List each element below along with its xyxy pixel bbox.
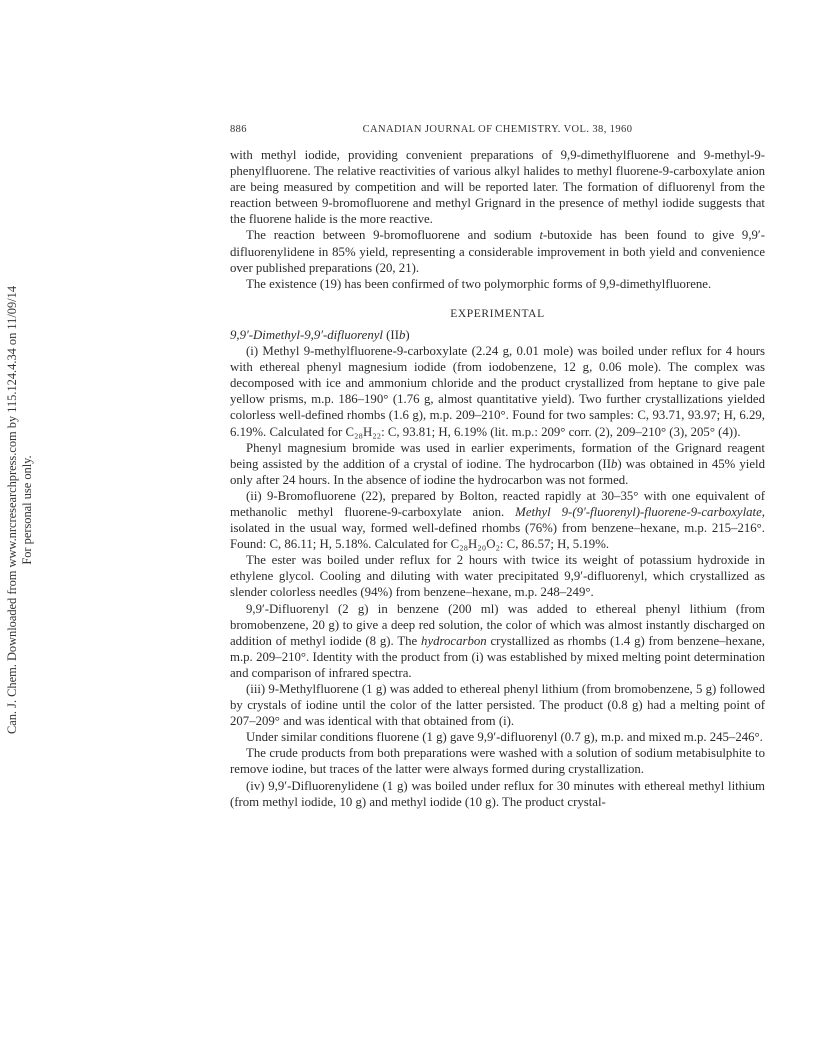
subsection-label-close: ) <box>405 327 410 342</box>
download-notice-text <box>5 286 35 734</box>
paragraph-method-ii <box>230 488 765 552</box>
paragraph-phenyl-bromide <box>230 440 765 488</box>
paragraph-polymorphs: The existence (19) has been confirmed of two polymorphic forms of 9,9-dimethylfluorene. <box>246 276 712 291</box>
paragraph-method-i: (i) Methyl 9-methylfluorene-9-carboxylate (2.24 g, 0.01 mole) was boiled under reflux for 4 hours with ethereal phenyl magnesium iodide (from iodobenzene, 12 g, 0.06 mole). The complex was decomposed with ice and ammonium chloride and the product crystallized from heptane to give pale yellow prisms, m.p. 186–190° (1.76 g, almost quantitative yield). Two further crystallizations yielded colorless well-defined rhombs (1.6 g), m.p. 209–210°. Found for two samples: C, 93.71, 93.97; H, 6.29, 6.19%. Calculated for C₂₈H₂₂: C, 93.81; H, 6.19% (lit. m.p.: 209° corr. (2), 209–210° (3), 205° (4)). <box>230 344 765 439</box>
italic-b: b <box>610 456 618 471</box>
paragraph-difluorenyl-methylation <box>230 601 765 681</box>
journal-title: CANADIAN JOURNAL OF CHEMISTRY. VOL. 38, 1960 <box>362 124 633 135</box>
italic-compound: Methyl 9-(9′-fluorenyl)-fluorene-9-carboxylate <box>515 504 762 519</box>
download-notice-line-1: Can. J. Chem. Downloaded from www.nrcresearchpress.com by 115.124.4.34 on 11/09/14 <box>5 285 19 735</box>
subsection-label: (II <box>382 327 399 342</box>
paragraph-text: -butoxide has been found to give 9,9′-difluorenylidene in 85% yield, representing a considerable improvement in both yield and convenience over published preparations (20, 21). <box>230 228 765 275</box>
subsection-heading <box>230 327 765 343</box>
paragraph-method-iii: (iii) 9-Methylfluorene (1 g) was added to ethereal phenyl lithium (from bromobenzene, 5 g) followed by crystals of iodine until the color of the latter persisted. The product (0.8 g) had a melting point of 207–209° and was identical with that obtained from (i). <box>230 682 765 729</box>
paragraph-text: ) was obtained in 45% yield only after 24 hours. In the absence of iodine the hydrocarbon was not formed. <box>230 456 765 487</box>
paragraph-text: crystallized as rhombs (1.4 g) from benzene–hexane, m.p. 209–210°. Identity with the product from (i) was established by mixed melting point determination and comparison of infrared spectra. <box>230 633 765 680</box>
paragraph-text: 9,9′-Difluorenyl (2 g) in benzene (200 ml) was added to ethereal phenyl lithium (from bromobenzene, 20 g) to give a deep red solution, the color of which was almost instantly discharged on addition of methyl iodide (8 g). The <box>230 601 765 648</box>
paragraph-text: The reaction between 9-bromofluorene and sodium <box>246 228 540 243</box>
section-heading: EXPERIMENTAL <box>450 307 545 320</box>
subsection-title: 9,9′-Dimethyl-9,9′-difluorenyl <box>230 327 383 342</box>
running-header <box>230 124 765 140</box>
paragraph-text: , isolated in the usual way, formed well-defined rhombs (76%) from benzene–hexane, m.p. 215–216°. Found: C, 86.11; H, 5.18%. Calculated for C₂₈H₂₀O₂: C, 86.57; H, 5.19%. <box>230 504 765 552</box>
paragraph-text: Phenyl magnesium bromide was used in earlier experiments, formation of the Grignard reagent being assisted by the addition of a crystal of iodine. The hydrocarbon (II <box>230 440 765 471</box>
subsection-label-italic: b <box>398 327 406 342</box>
italic-t: t <box>539 228 543 243</box>
paragraph-difluorenylidene <box>230 227 765 275</box>
download-notice-line-2: For personal use only. <box>20 455 34 565</box>
article-body <box>230 147 765 810</box>
paragraph-text: (ii) 9-Bromofluorene (22), prepared by Bolton, reacted rapidly at 30–35° with one equivalent of methanolic methyl fluorene-9-carboxylate anion. <box>230 488 765 519</box>
page-number: 886 <box>230 124 247 135</box>
download-notice <box>0 0 40 1052</box>
paragraph-continuation: with methyl iodide, providing convenient preparations of 9,9-dimethylfluorene and 9-methyl-9-phenylfluorene. The relative reactivities of various alkyl halides to methyl fluorene-9-carboxylate anion are being measured by competition and will be reported later. The formation of difluorenyl from the reaction between 9-bromofluorene and methyl Grignard in the presence of methyl iodide suggests that the fluorene halide is the more reactive. <box>230 148 765 227</box>
italic-hydrocarbon: hydrocarbon <box>421 633 487 648</box>
paragraph-ester-hydrolysis: The ester was boiled under reflux for 2 hours with twice its weight of potassium hydroxide in ethylene glycol. Cooling and diluting with water precipitated 9,9′-difluorenyl, which crystallized as slender colorless needles (94%) from benzene–hexane, m.p. 248–249°. <box>230 553 765 600</box>
paragraph-method-iv: (iv) 9,9′-Difluorenylidene (1 g) was boiled under reflux for 30 minutes with ethereal methyl lithium (from methyl iodide, 10 g) and methyl iodide (10 g). The product crystal- <box>230 778 765 809</box>
paragraph-crude-products: The crude products from both preparations were washed with a solution of sodium metabisulphite to remove iodine, but traces of the latter were always formed during crystallization. <box>230 746 765 777</box>
paragraph-fluorene: Under similar conditions fluorene (1 g) gave 9,9′-difluorenyl (0.7 g), m.p. and mixed m.p. 245–246°. <box>246 730 763 745</box>
